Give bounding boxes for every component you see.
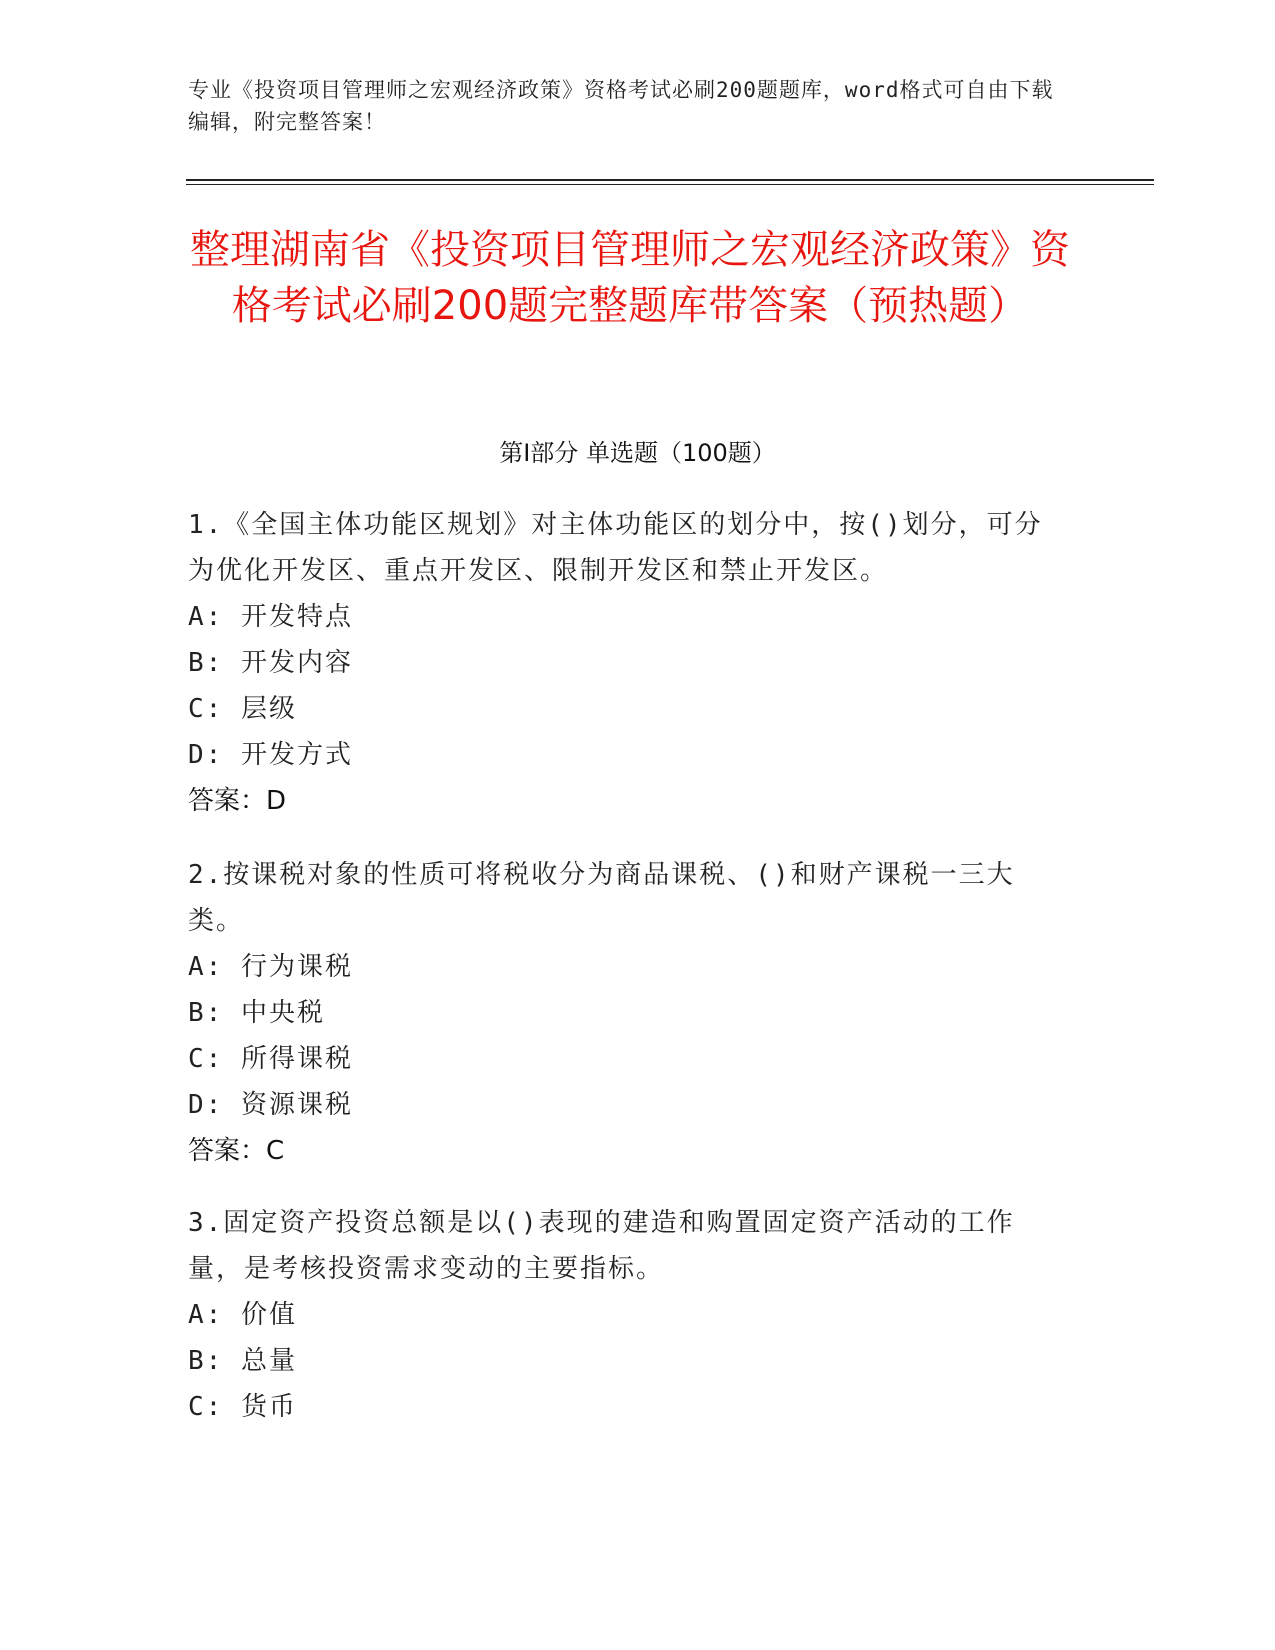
header-note: 专业《投资项目管理师之宏观经济政策》资格考试必刷200题题库，word格式可自由下载编辑，附完整答案！ — [188, 78, 1054, 134]
header-divider-thin — [186, 184, 1154, 185]
document-title: 整理湖南省《投资项目管理师之宏观经济政策》资格考试必刷200题完整题库带答案（预热题） — [190, 227, 1070, 329]
option-c: C: 层级 — [188, 694, 297, 724]
question-3 — [188, 1200, 1068, 1430]
section-heading: 第I部分 单选题（100题） — [499, 439, 776, 467]
question-text: 2.按课税对象的性质可将税收分为商品课税、()和财产课税一三大类。 — [188, 860, 1015, 936]
header-divider — [186, 179, 1154, 181]
option-b: B: 中央税 — [188, 998, 325, 1028]
option-a: A: 行为课税 — [188, 952, 353, 982]
option-c: C: 所得课税 — [188, 1044, 353, 1074]
question-1 — [188, 502, 1068, 824]
option-b: B: 开发内容 — [188, 648, 353, 678]
question-2 — [188, 852, 1068, 1174]
question-text: 3.固定资产投资总额是以()表现的建造和购置固定资产活动的工作量，是考核投资需求变动的主要指标。 — [188, 1208, 1015, 1284]
option-b: B: 总量 — [188, 1346, 297, 1376]
option-a: A: 开发特点 — [188, 602, 353, 632]
option-a: A: 价值 — [188, 1300, 297, 1330]
answer: 答案：C — [188, 1136, 285, 1166]
option-c: C: 货币 — [188, 1392, 297, 1422]
question-text: 1.《全国主体功能区规划》对主体功能区的划分中，按()划分，可分为优化开发区、重点开发区、限制开发区和禁止开发区。 — [188, 510, 1043, 586]
option-d: D: 资源课税 — [188, 1090, 353, 1120]
answer: 答案：D — [188, 786, 287, 816]
option-d: D: 开发方式 — [188, 740, 353, 770]
